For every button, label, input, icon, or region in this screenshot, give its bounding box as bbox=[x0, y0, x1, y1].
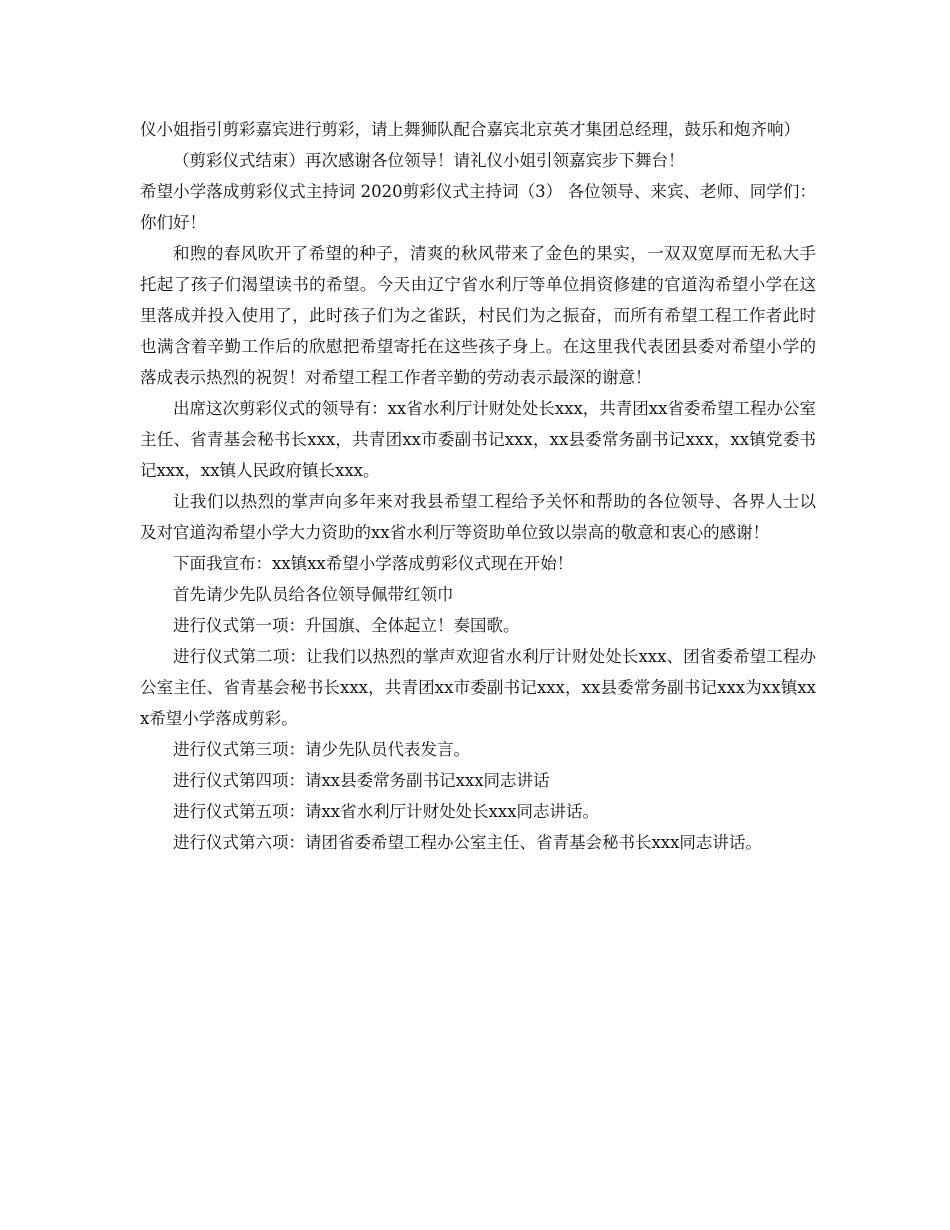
paragraph-9: 进行仪式第一项：升国旗、全体起立！奏国歌。 bbox=[173, 616, 520, 635]
paragraph-11: 进行仪式第三项：请少先队员代表发言。 bbox=[173, 740, 470, 759]
document-body bbox=[140, 114, 816, 858]
paragraph-12: 进行仪式第四项：请xx县委常务副书记xxx同志讲话 bbox=[173, 771, 550, 790]
paragraph-6: 让我们以热烈的掌声向多年来对我县希望工程给予关怀和帮助的各位领导、各界人士以及对官道沟希望小学大力资助的xx省水利厅等资助单位致以崇高的敬意和衷心的感谢！ bbox=[140, 492, 816, 542]
paragraph-2: （剪彩仪式结束）再次感谢各位领导！请礼仪小姐引领嘉宾步下舞台！ bbox=[173, 151, 685, 170]
paragraph-5: 出席这次剪彩仪式的领导有：xx省水利厅计财处处长xxx，共青团xx省委希望工程办公室主任、省青基会秘书长xxx，共青团xx市委副书记xxx，xx县委常务副书记xxx，xx镇党委书记xxx，xx镇人民政府镇长xxx。 bbox=[140, 399, 816, 480]
paragraph-10: 进行仪式第二项：让我们以热烈的掌声欢迎省水利厅计财处处长xxx、团省委希望工程办公室主任、省青基会秘书长xxx，共青团xx市委副书记xxx，xx县委常务副书记xxx为xx镇xxx希望小学落成剪彩。 bbox=[140, 647, 816, 728]
paragraph-4: 和煦的春风吹开了希望的种子，清爽的秋风带来了金色的果实，一双双宽厚而无私大手托起了孩子们渴望读书的希望。今天由辽宁省水利厅等单位捐资修建的官道沟希望小学在这里落成并投入使用了，此时孩子们为之雀跃，村民们为之振奋，而所有希望工程工作者此时也满含着辛勤工作后的欣慰把希望寄托在这些孩子身上。在这里我代表团县委对希望小学的落成表示热烈的祝贺！对希望工程工作者辛勤的劳动表示最深的谢意！ bbox=[140, 244, 816, 387]
paragraph-8: 首先请少先队员给各位领导佩带红领巾 bbox=[173, 585, 454, 604]
paragraph-3: 希望小学落成剪彩仪式主持词 2020剪彩仪式主持词（3） 各位领导、来宾、老师、同学们：你们好！ bbox=[140, 182, 816, 232]
paragraph-1: 仪小姐指引剪彩嘉宾进行剪彩，请上舞狮队配合嘉宾北京英才集团总经理，鼓乐和炮齐响） bbox=[140, 120, 800, 139]
paragraph-13: 进行仪式第五项：请xx省水利厅计财处处长xxx同志讲话。 bbox=[173, 802, 600, 821]
paragraph-7: 下面我宣布：xx镇xx希望小学落成剪彩仪式现在开始！ bbox=[173, 554, 574, 573]
paragraph-14: 进行仪式第六项：请团省委希望工程办公室主任、省青基会秘书长xxx同志讲话。 bbox=[173, 833, 762, 852]
